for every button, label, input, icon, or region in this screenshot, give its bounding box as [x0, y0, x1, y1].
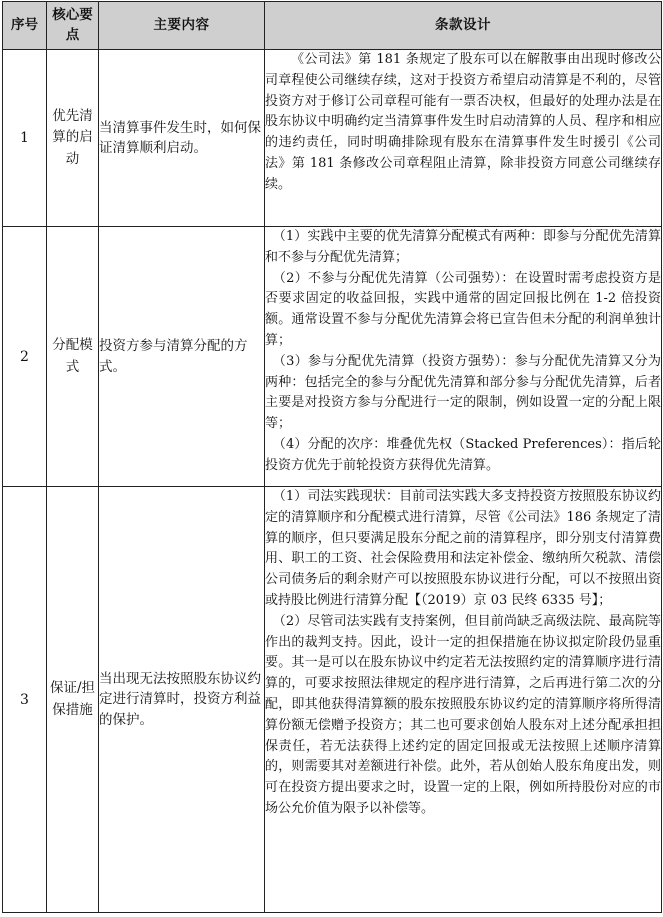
clause-design-table	[2, 1, 662, 913]
table-row	[3, 50, 662, 227]
header-main-content: 主要内容	[99, 2, 265, 50]
clause-paragraph: 《公司法》第 181 条规定了股东可以在解散事由出现时修改公司章程使公司继续存续，这对于投资方希望启动清算是不利的，尽管投资方对于修订公司章程可能有一票否决权，但最好的处理办法是在股东协议中明确约定当清算事件发生时启动清算的人员、程序和相应的违约责任，同时明确排除现有股东在清算事件发生时援引《公司法》第 181 条修改公司章程阻止清算，除非投资方同意公司继续存续。	[265, 52, 661, 192]
row-main-content: 投资方参与清算分配的方式。	[99, 227, 265, 487]
row-clause-design	[265, 50, 662, 227]
header-row	[3, 2, 662, 50]
header-serial-number: 序号	[3, 2, 47, 50]
clause-item: （4）分配的次序：堆叠优先权（Stacked Preferences）：指后轮投资方优先于前轮投资方获得优先清算。	[265, 436, 661, 473]
row-clause-design	[265, 487, 662, 913]
table-body	[3, 50, 662, 913]
row-serial-number: 2	[3, 227, 47, 487]
clause-item: （1）实践中主要的优先清算分配模式有两种：即参与分配优先清算和不参与分配优先清算；	[265, 229, 661, 265]
table-header	[3, 2, 662, 50]
header-clause-design: 条款设计	[265, 2, 662, 50]
row-serial-number: 3	[3, 487, 47, 913]
row-main-content: 当清算事件发生时，如何保证清算顺利启动。	[99, 50, 265, 227]
row-main-content: 当出现无法按照股东协议约定进行清算时，投资方利益的保护。	[99, 487, 265, 913]
row-clause-design	[265, 227, 662, 487]
table-row	[3, 487, 662, 913]
row-core-point: 保证/担保措施	[47, 487, 99, 913]
clause-table-wrapper	[2, 1, 662, 913]
clause-item: （2）不参与分配优先清算（公司强势）：在设置时需考虑投资方是否要求固定的收益回报，实践中通常的固定回报比例在 1-2 倍投资额。通常设置不参与分配优先清算会将已宣告但未分配的利润单独计算；	[265, 270, 661, 348]
header-core-point: 核心要点	[47, 2, 99, 50]
clause-item: （2）尽管司法实践有支持案例，但目前尚缺乏高级法院、最高院等作出的裁判支持。因此，设计一定的担保措施在协议拟定阶段仍显重要。其一是可以在股东协议中约定若无法按照约定的清算顺序进行清算的，可要求按照法律规定的程序进行清算，之后再进行第二次的分配，即其他获得清算额的股东按照股东协议约定的清算顺序将所得清算份额无偿赠予投资方；其二也可要求创始人股东对上述分配承担担保责任，若无法获得上述约定的固定回报或无法按照上述顺序清算的，则需要其对差额进行补偿。此外，若从创始人股东角度出发，则可在投资方提出要求之时，设置一定的上限，例如所持股份对应的市场公允价值为限予以补偿等。	[265, 613, 661, 816]
row-core-point: 分配模式	[47, 227, 99, 487]
clause-item: （1）司法实践现状：目前司法实践大多支持投资方按照股东协议约定的清算顺序和分配模式进行清算，尽管《公司法》186 条规定了清算的顺序，但只要满足股东分配之前的清算程序，即分别支付清算费用、职工的工资、社会保险费用和法定补偿金、缴纳所欠税款、清偿公司债务后的剩余财产可以按照股东协议进行分配，可以不按照出资或持股比例进行清算分配【（2019）京 03 民终 6335 号】；	[265, 489, 661, 608]
table-row	[3, 227, 662, 487]
row-serial-number: 1	[3, 50, 47, 227]
row-core-point: 优先清算的启动	[47, 50, 99, 227]
clause-item: （3）参与分配优先清算（投资方强势）：参与分配优先清算又分为两种：包括完全的参与分配优先清算和部分参与分配优先清算，后者主要是对投资方参与分配进行一定的限制，例如设置一定的分配上限等；	[265, 353, 661, 432]
